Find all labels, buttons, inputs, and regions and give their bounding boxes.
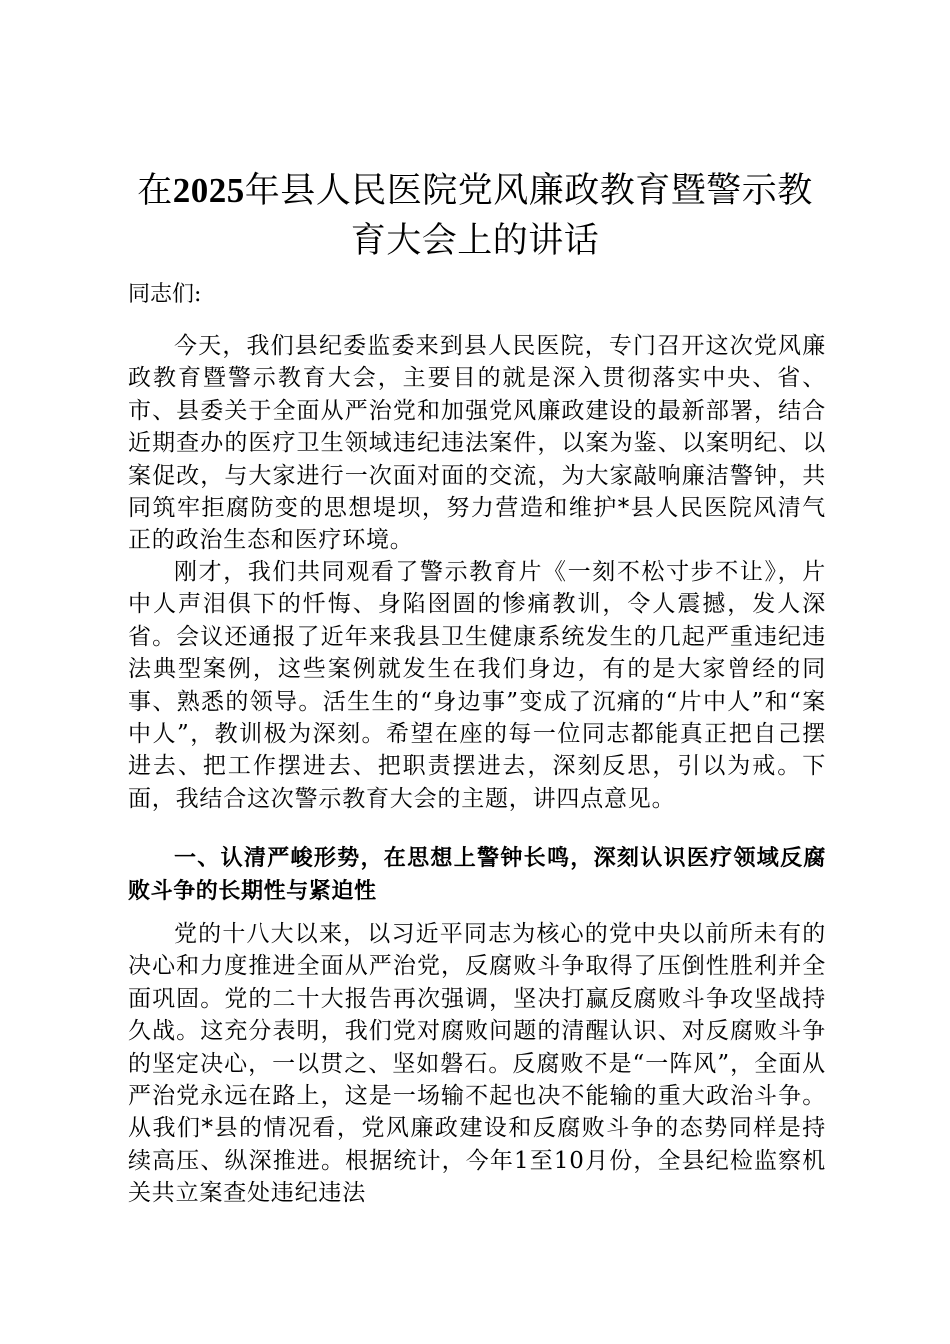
document-title xyxy=(125,166,825,266)
section-paragraph: 党的十八大以来，以习近平同志为核心的党中央以前所未有的决心和力度推进全面从严治党，反腐败斗争取得了压倒性胜利并全面巩固。党的二十大报告再次强调，坚决打赢反腐败斗争攻坚战持久战。这充分表明，我们党对腐败问题的清醒认识、对反腐败斗争的坚定决心，一以贯之、坚如磐石。反腐败不是“一阵风”，全面从严治党永远在路上，这是一场输不起也决不能输的重大政治斗争。从我们*县的情况看，党风廉政建设和反腐败斗争的态势同样是持续高压、纵深推进。根据统计，今年1至10月份，全县纪检监察机关共立案查处违纪违法 xyxy=(128,921,826,1207)
section-heading: 一、认清严峻形势，在思想上警钟长鸣，深刻认识医疗领域反腐败斗争的长期性与紧迫性 xyxy=(128,846,826,904)
body-paragraph: 刚才，我们共同观看了警示教育片《一刻不松寸步不让》，片中人声泪俱下的忏悔、身陷囹圄的惨痛教训，令人震撼，发人深省。会议还通报了近年来我县卫生健康系统发生的几起严重违纪违法典型案例，这些案例就发生在我们身边，有的是大家曾经的同事、熟悉的领导。活生生的“身边事”变成了沉痛的“片中人”和“案中人”，教训极为深刻。希望在座的每一位同志都能真正把自己摆进去、把工作摆进去、把职责摆进去，深刻反思，引以为戒。下面，我结合这次警示教育大会的主题，讲四点意见。 xyxy=(128,559,826,812)
title-prefix: 在 xyxy=(137,171,173,211)
salutation: 同志们: xyxy=(128,282,202,307)
body-paragraph: 今天，我们县纪委监委来到县人民医院，专门召开这次党风廉政教育暨警示教育大会，主要目的就是深入贯彻落实中央、省、市、县委关于全面从严治党和加强党风廉政建设的最新部署，结合近期查办的医疗卫生领域违纪违法案件，以案为鉴、以案明纪、以案促改，与大家进行一次面对面的交流，为大家敲响廉洁警钟，共同筑牢拒腐防变的思想堤坝，努力营造和维护*县人民医院风清气正的政治生态和医疗环境。 xyxy=(128,333,826,554)
title-year: 2025 xyxy=(172,171,245,210)
title-suffix: 年县人民医院党风廉政教育暨警示教育大会上的讲话 xyxy=(244,171,813,261)
